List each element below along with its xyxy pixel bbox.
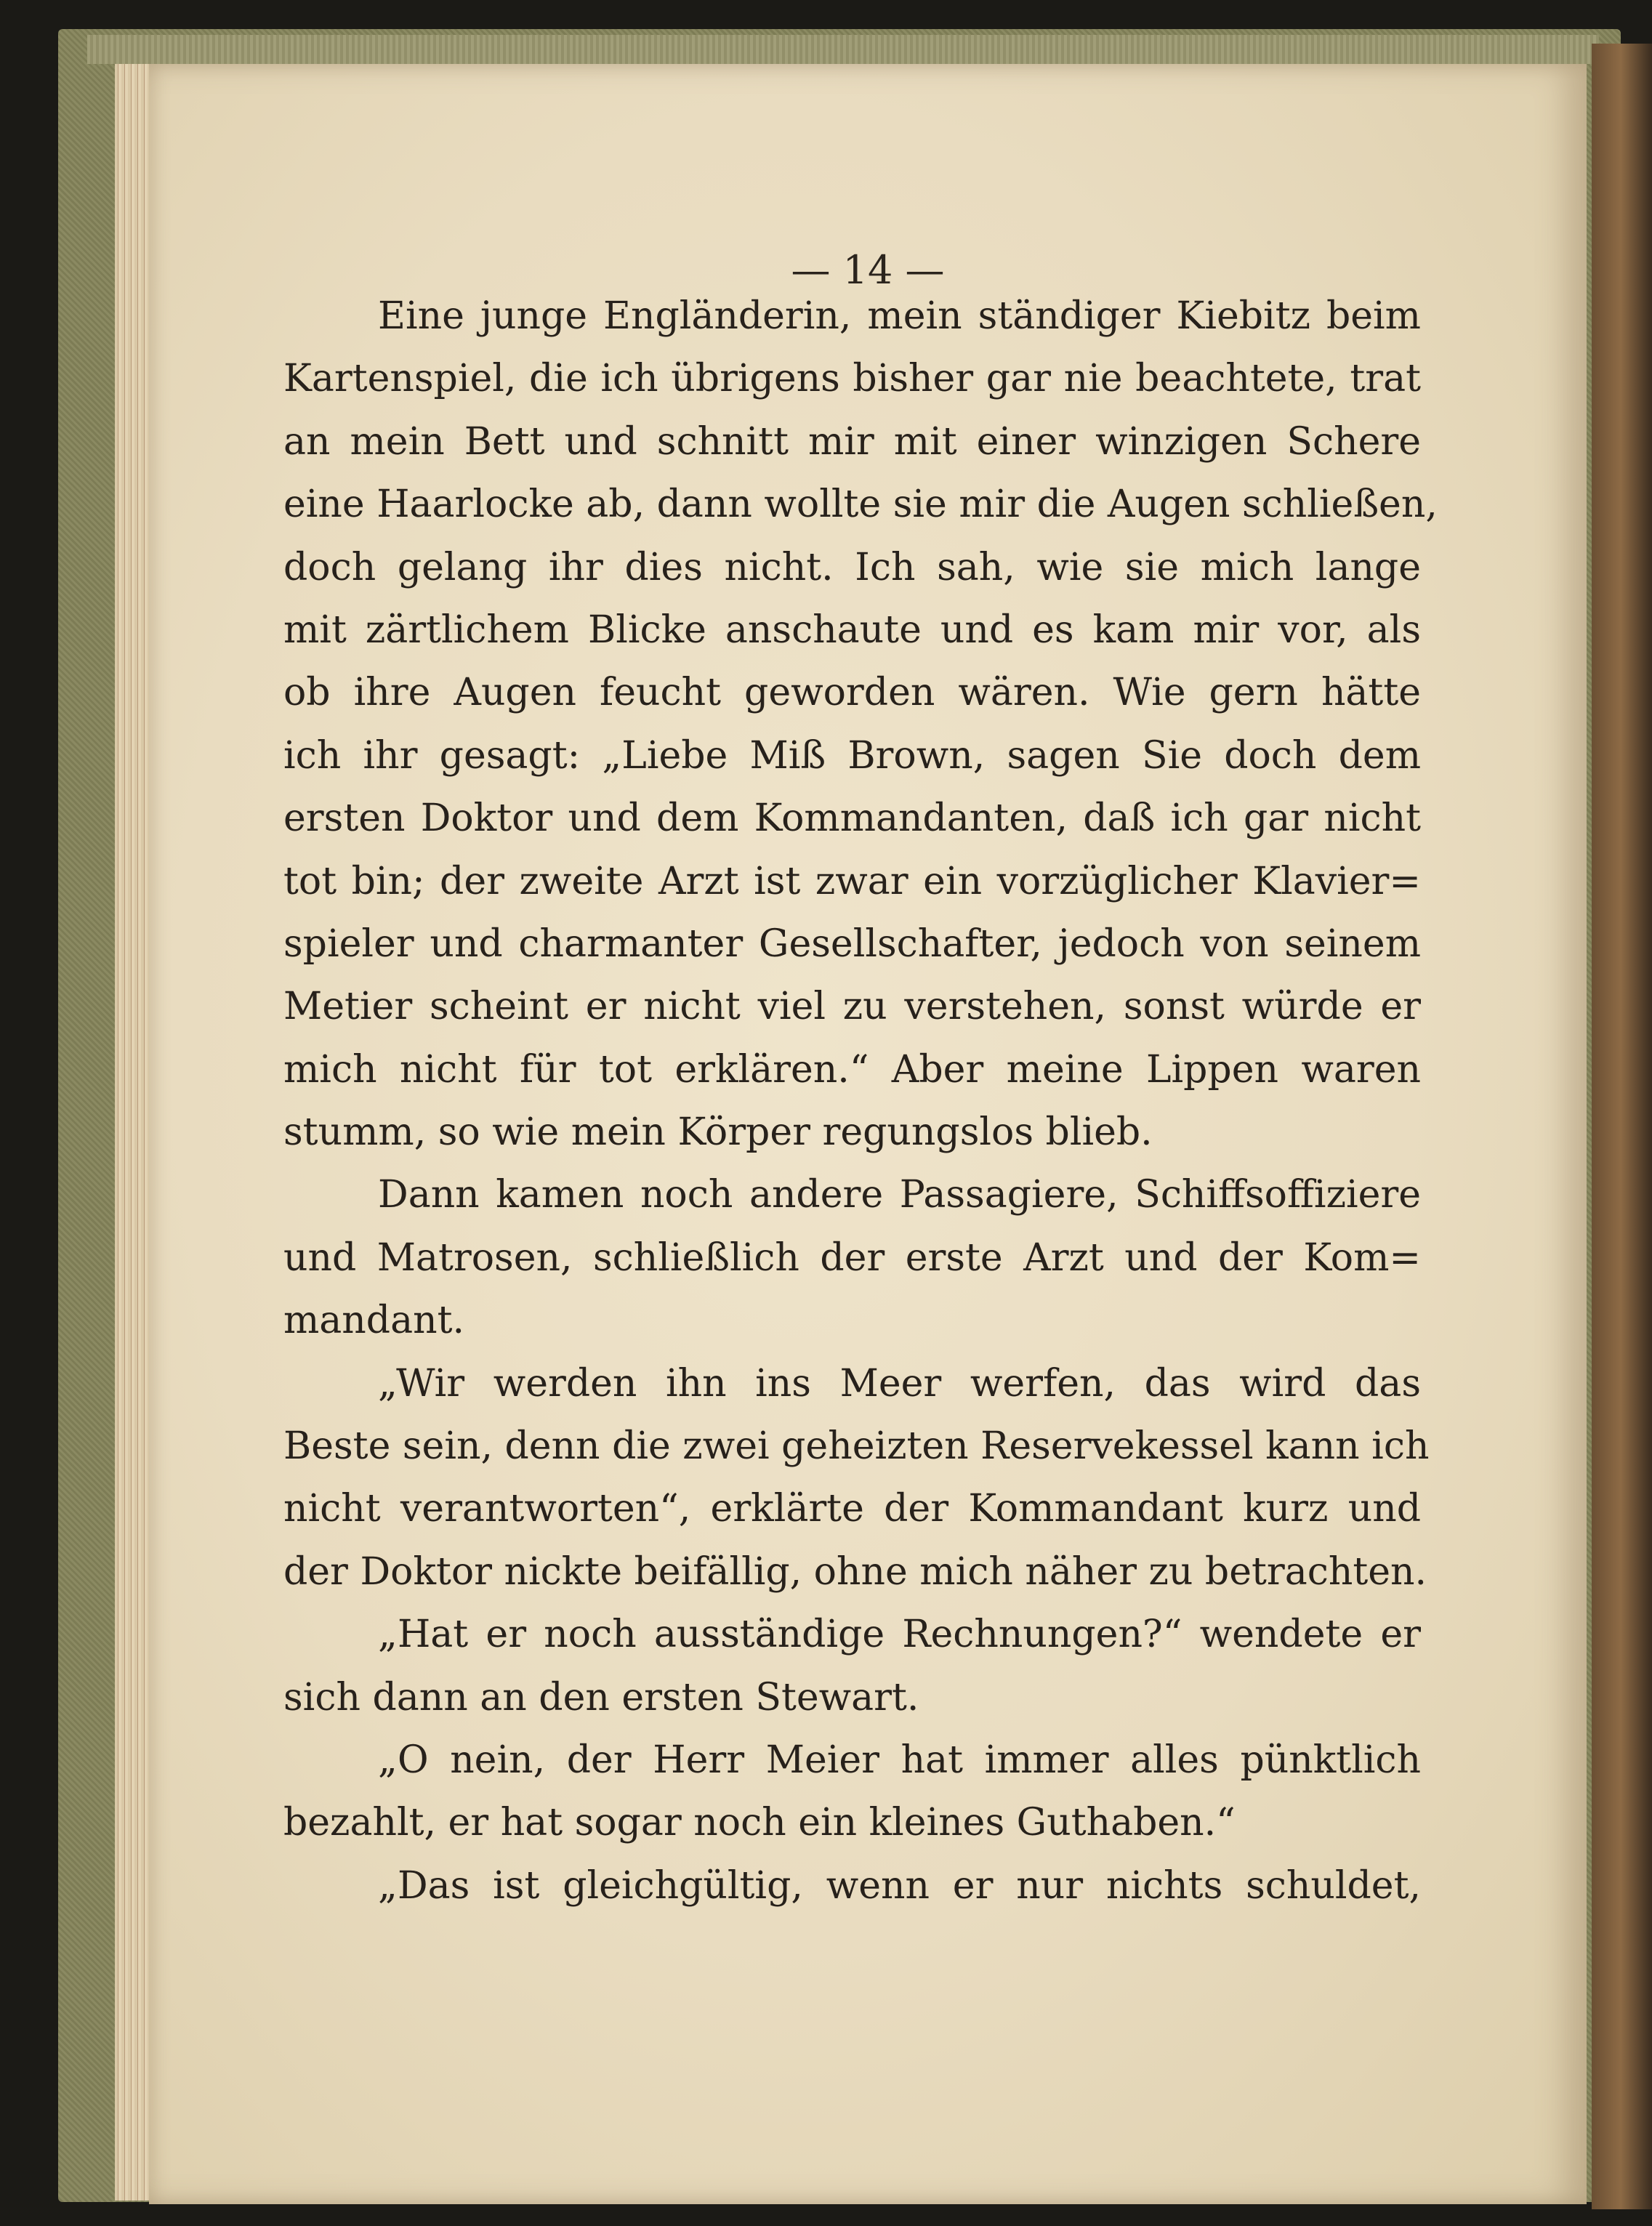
text-line: Eine junge Engländerin, mein ständiger Kiebitz beim	[378, 294, 1421, 338]
text-line: stumm, so wie mein Körper regungslos blieb.	[283, 1110, 1153, 1155]
text-line: nicht verantworten“, erklärte der Kommandant kurz und	[283, 1487, 1421, 1531]
text-line: der Doktor nickte beifällig, ohne mich näher zu betrachten.	[283, 1549, 1427, 1594]
text-line: doch gelang ihr dies nicht. Ich sah, wie sie mich lange	[283, 545, 1421, 589]
book-spine-edge	[1592, 44, 1652, 2209]
text-line: „O nein, der Herr Meier hat immer alles pünktlich	[378, 1738, 1421, 1782]
page-number: — 14 —	[791, 247, 945, 293]
body-text	[283, 285, 1438, 1917]
text-line: „Das ist gleichgültig, wenn er nur nichts schuldet,	[378, 1863, 1421, 1908]
text-line: ersten Doktor und dem Kommandanten, daß ich gar nicht	[283, 797, 1421, 841]
text-line: Kartenspiel, die ich übrigens bisher gar nie beachtete, trat	[283, 357, 1421, 401]
text-line: Metier scheint er nicht viel zu verstehen, sonst würde er	[283, 985, 1421, 1029]
text-line: ob ihre Augen feucht geworden wären. Wie gern hätte	[283, 671, 1421, 715]
text-line: ich ihr gesagt: „Liebe Miß Brown, sagen Sie doch dem	[283, 733, 1421, 778]
text-line: spieler und charmanter Gesellschafter, jedoch von seinem	[283, 922, 1421, 966]
text-line: mich nicht für tot erklären.“ Aber meine Lippen waren	[283, 1047, 1421, 1092]
text-line: mandant.	[283, 1299, 465, 1343]
text-line: „Hat er noch ausständige Rechnungen?“ wendete er	[378, 1613, 1421, 1657]
text-line: sich dann an den ersten Stewart.	[283, 1675, 919, 1719]
text-line: eine Haarlocke ab, dann wollte sie mir die Augen schließen,	[283, 483, 1438, 527]
page-edges	[115, 64, 153, 2201]
cover-top-band	[87, 35, 1599, 64]
text-line: an mein Bett und schnitt mir mit einer winzigen Schere	[283, 419, 1421, 464]
text-line: tot bin; der zweite Arzt ist zwar ein vorzüglicher Klavier=	[283, 859, 1421, 903]
text-line: und Matrosen, schließlich der erste Arzt und der Kom=	[283, 1235, 1421, 1280]
text-line: „Wir werden ihn ins Meer werfen, das wird das	[378, 1361, 1421, 1406]
text-line: Beste sein, denn die zwei geheizten Reservekessel kann ich	[283, 1424, 1430, 1469]
text-line: mit zärtlichem Blicke anschaute und es kam mir vor, als	[283, 608, 1421, 652]
text-line: Dann kamen noch andere Passagiere, Schiffsoffiziere	[378, 1173, 1421, 1217]
text-line: bezahlt, er hat sogar noch ein kleines Guthaben.“	[283, 1801, 1236, 1845]
